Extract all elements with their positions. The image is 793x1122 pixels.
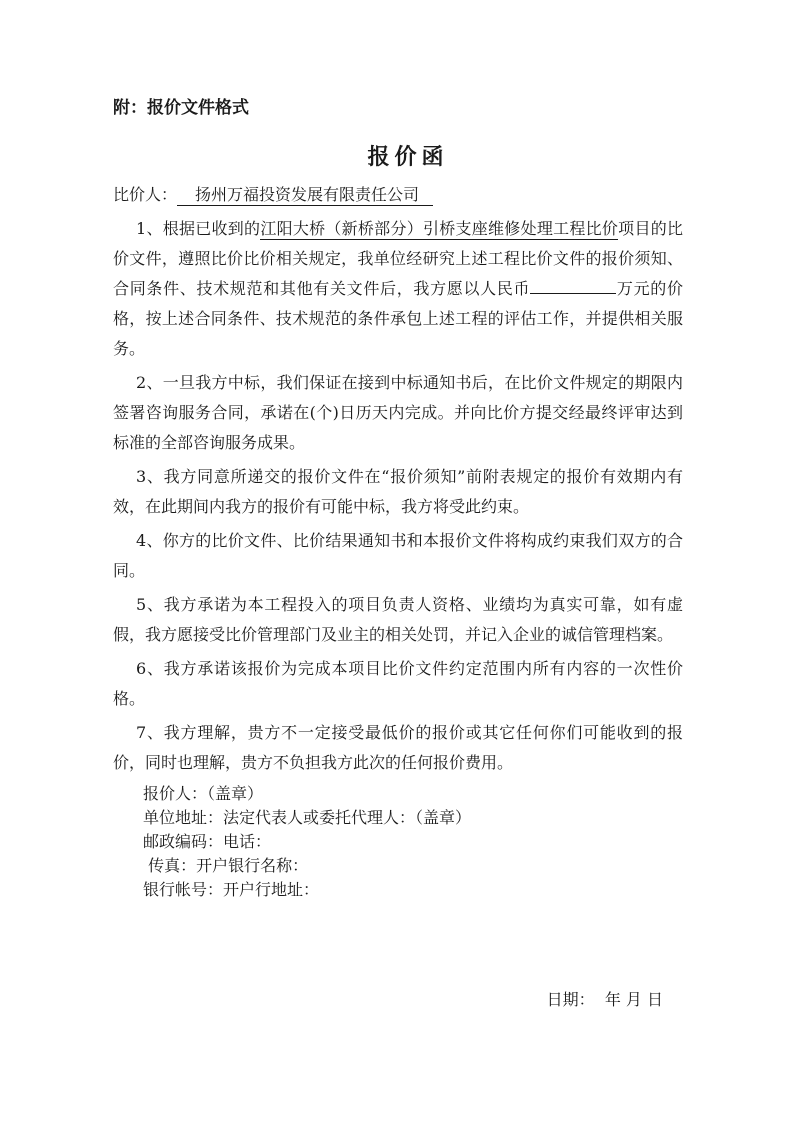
- bidder-line: [113, 182, 683, 208]
- paragraph-7: 7、我方理解，贵方不一定接受最低价的报价或其它任何你们可能收到的报价，同时也理解，贵方不负担我方此次的任何报价费用。: [113, 723, 683, 772]
- paragraph-2: 2、一旦我方中标，我们保证在接到中标通知书后，在比价文件规定的期限内签署咨询服务合同，承诺在(个)日历天内完成。并向比价方提交经最终评审达到标准的全部咨询服务成果。: [113, 373, 683, 452]
- bidder-label: 比价人：: [113, 185, 178, 204]
- document-title: 报价函: [367, 144, 449, 170]
- paragraph-1-suffix: 万元的价格，按上述合同条件、技术规范的条件承包上述工程的评估工作，并提供相关服务。: [113, 279, 683, 358]
- bank-account-line: 银行帐号：开户行地址：: [143, 880, 320, 899]
- paragraph-4: 4、你方的比价文件、比价结果通知书和本报价文件将构成约束我们双方的合同。: [113, 531, 683, 580]
- amount-blank-line: [530, 280, 616, 294]
- project-name-underlined: 江阳大桥（新桥部分）引桥支座维修处理工程比价: [260, 219, 619, 238]
- signature-block: [143, 782, 683, 902]
- company-address-line: 单位地址：法定代表人或委托代理人：（盖章）: [143, 808, 472, 827]
- paragraph-6: 6、我方承诺该报价为完成本项目比价文件约定范围内所有内容的一次性价格。: [113, 659, 683, 708]
- bidder-name: 扬州万福投资发展有限责任公司: [177, 185, 433, 206]
- paragraph-1-prefix: 1、根据已收到的: [136, 219, 261, 238]
- fax-bank-name-line: 传真：开户银行名称：: [143, 856, 309, 875]
- paragraph-1-middle: 项目的比价文件，遵照比价比价相关规定，我单位经研究上述工程比价文件的报价须知、合同条件、技术规范和其他有关文件后，我方愿以人民币: [113, 219, 683, 298]
- attachment-heading: 附：报价文件格式: [113, 98, 249, 118]
- postal-code-phone-line: 邮政编码：电话：: [143, 832, 272, 851]
- paragraph-5: 5、我方承诺为本工程投入的项目负责人资格、业绩均为真实可靠，如有虚假，我方愿接受比价管理部门及业主的相关处罚，并记入企业的诚信管理档案。: [113, 595, 683, 644]
- paragraph-1: [113, 214, 683, 364]
- quoter-seal-line: 报价人：（盖章）: [143, 784, 264, 803]
- paragraph-3: 3、我方同意所递交的报价文件在“报价须知”前附表规定的报价有效期内有效，在此期间内我方的报价有可能中标，我方将受此约束。: [113, 467, 683, 516]
- date-line: 日期： 年 月 日: [546, 990, 663, 1009]
